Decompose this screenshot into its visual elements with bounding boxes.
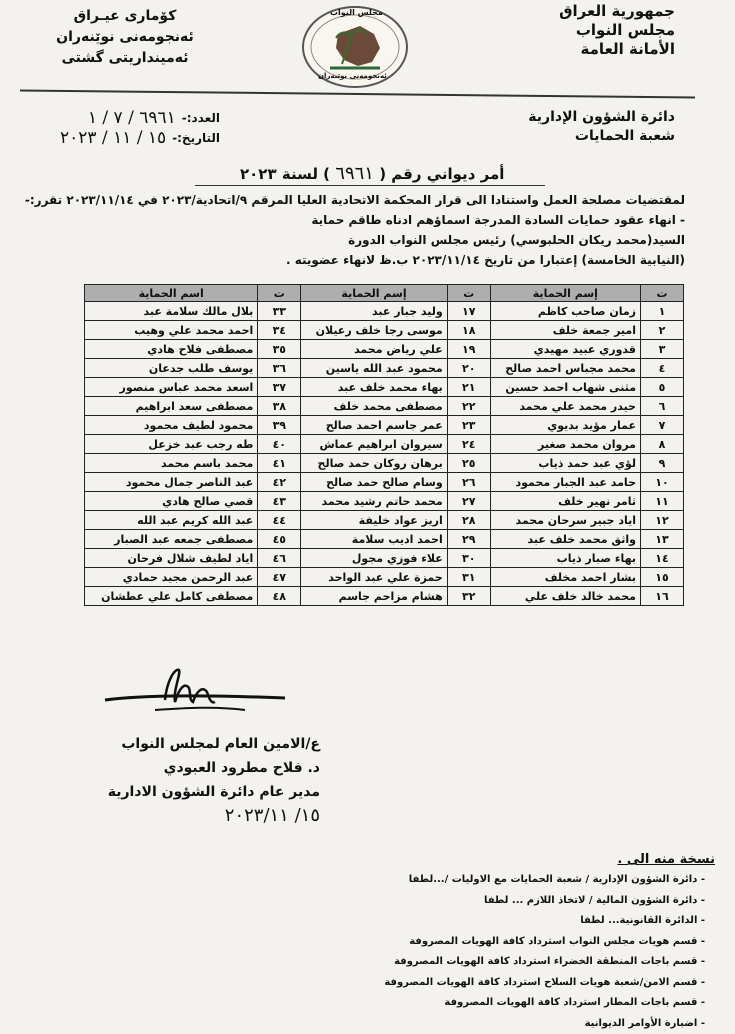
guard-name-cell: حمزة علي عبد الواحد [301, 568, 447, 587]
header-right-line1: جمهورية العراق [559, 2, 675, 21]
signature-date: ١٥/ ٢٠٢٣/١١ [40, 804, 320, 828]
header-divider [20, 89, 695, 98]
order-title [240, 163, 504, 184]
col-name-1: إسم الحماية [490, 285, 640, 302]
header-left [40, 6, 210, 69]
guard-name-cell: عمار مؤيد بديوي [490, 416, 640, 435]
copy-item: - اضبارة الأوامر الديوانية [285, 1014, 705, 1034]
guard-name-cell: عبد الرحمن مجيد حمادي [85, 568, 258, 587]
guard-name-cell: علاء فوزي مجول [301, 549, 447, 568]
guard-name-cell: اريز عواد خليفة [301, 511, 447, 530]
copy-item: - دائرة الشؤون المالية / لاتخاذ اللازم ... لطفا [285, 891, 705, 912]
header-left-line2: ئەنجومەنی نوێنەران [40, 27, 210, 48]
col-num-2: ت [447, 285, 490, 302]
reference-block [60, 108, 220, 148]
row-number-cell: ٣٢ [447, 587, 490, 606]
guard-name-cell: محمود لطيف محمود [85, 416, 258, 435]
row-number-cell: ٣٤ [258, 321, 301, 340]
row-number-cell: ٢١ [447, 378, 490, 397]
row-number-cell: ١٤ [641, 549, 684, 568]
department-line2: شعبة الحمايات [528, 127, 675, 146]
header-left-line1: كۆماری عيـراق [40, 6, 210, 27]
header-left-line3: ئەمینداریتی گشتی [40, 48, 210, 69]
date-value: ١٥ / ١١ / ٢٠٢٣ [60, 128, 166, 148]
guard-name-cell: عبد الناصر جمال محمود [85, 473, 258, 492]
guard-name-cell: وسام صالح حمد صالح [301, 473, 447, 492]
table-row [85, 530, 684, 549]
logo-top-text: مجلس النواب [330, 8, 383, 17]
guard-name-cell: محمد خالد خلف علي [490, 587, 640, 606]
department-line1: دائرة الشؤون الإدارية [528, 108, 675, 127]
guards-table [84, 284, 684, 606]
department-block [528, 108, 675, 146]
row-number-cell: ١٥ [641, 568, 684, 587]
guard-name-cell: طه رجب عبد خزعل [85, 435, 258, 454]
row-number-cell: ٤٢ [258, 473, 301, 492]
row-number-cell: ٢ [641, 321, 684, 340]
table-row [85, 397, 684, 416]
row-number-cell: ١٠ [641, 473, 684, 492]
guard-name-cell: مصطفى كامل علي عطشان [85, 587, 258, 606]
guard-name-cell: ثامر نهير خلف [490, 492, 640, 511]
copy-item: - قسم هويات مجلس النواب استرداد كافة الهويات المصروفة [285, 932, 705, 953]
row-number-cell: ٢٧ [447, 492, 490, 511]
guard-name-cell: اياد جبير سرحان محمد [490, 511, 640, 530]
row-number-cell: ٢٦ [447, 473, 490, 492]
row-number-cell: ١٧ [447, 302, 490, 321]
order-title-before: أمر ديواني رقم ( [379, 165, 504, 183]
number-label: العدد:- [182, 108, 220, 128]
row-number-cell: ١ [641, 302, 684, 321]
row-number-cell: ٢٥ [447, 454, 490, 473]
guard-name-cell: مصطفى محمد خلف [301, 397, 447, 416]
table-row [85, 416, 684, 435]
date-label: التاريخ:- [172, 128, 220, 148]
row-number-cell: ٢٢ [447, 397, 490, 416]
order-title-after: ) لسنة ٢٠٢٣ [240, 165, 330, 183]
row-number-cell: ٣٣ [258, 302, 301, 321]
row-number-cell: ١٢ [641, 511, 684, 530]
row-number-cell: ٤٦ [258, 549, 301, 568]
guard-name-cell: امير جمعة خلف [490, 321, 640, 340]
guard-name-cell: حيدر محمد علي محمد [490, 397, 640, 416]
row-number-cell: ٩ [641, 454, 684, 473]
guard-name-cell: وليد جبار عبد [301, 302, 447, 321]
table-row [85, 454, 684, 473]
row-number-cell: ٣٨ [258, 397, 301, 416]
guard-name-cell: هشام مزاحم جاسم [301, 587, 447, 606]
order-number: ٦٩٦١ [335, 163, 374, 184]
table-row [85, 511, 684, 530]
guard-name-cell: محمد باسم محمد [85, 454, 258, 473]
header-right [559, 2, 675, 59]
row-number-cell: ٢٣ [447, 416, 490, 435]
guard-name-cell: بهاء صبار ذياب [490, 549, 640, 568]
row-number-cell: ٦ [641, 397, 684, 416]
signature-mark [95, 660, 295, 730]
guard-name-cell: عمر جاسم احمد صالح [301, 416, 447, 435]
row-number-cell: ٤١ [258, 454, 301, 473]
guard-name-cell: سيروان ابراهيم عماش [301, 435, 447, 454]
row-number-cell: ٢٩ [447, 530, 490, 549]
row-number-cell: ٤٠ [258, 435, 301, 454]
guard-name-cell: محمد مجباس احمد صالح [490, 359, 640, 378]
guard-name-cell: محمود عبد الله ياسين [301, 359, 447, 378]
guard-name-cell: مصطفى جمعه عبد الصبار [85, 530, 258, 549]
signature-block [40, 732, 320, 828]
table-row [85, 302, 684, 321]
row-number-cell: ٣ [641, 340, 684, 359]
col-num-3: ت [258, 285, 301, 302]
parliament-logo [300, 4, 410, 90]
row-number-cell: ٣٧ [258, 378, 301, 397]
row-number-cell: ٤٧ [258, 568, 301, 587]
title-underline [195, 185, 545, 186]
row-number-cell: ٣٠ [447, 549, 490, 568]
row-number-cell: ٤٤ [258, 511, 301, 530]
guard-name-cell: حامد عبد الجبار محمود [490, 473, 640, 492]
copy-item: - قسم باجات المطار استرداد كافة الهويات المصروفة [285, 993, 705, 1014]
order-body [25, 190, 685, 270]
body-line4: (النيابية الخامسة) إعتبارا من تاريخ ٢٠٢٣/١١/١٤ ب.ظ لانهاء عضويته . [25, 250, 685, 270]
table-row [85, 340, 684, 359]
copies-list [285, 870, 705, 1034]
row-number-cell: ٢٠ [447, 359, 490, 378]
row-number-cell: ٢٨ [447, 511, 490, 530]
guard-name-cell: مثنى شهاب احمد حسين [490, 378, 640, 397]
guard-name-cell: واثق محمد خلف عبد [490, 530, 640, 549]
signature-line2: د. فلاح مطرود العبودي [40, 756, 320, 780]
guard-name-cell: زمان صاحب كاظم [490, 302, 640, 321]
logo-bottom-text: ئەنجومەنی نوێنەران [318, 72, 387, 80]
guard-name-cell: مصطفى سعد ابراهيم [85, 397, 258, 416]
table-row [85, 378, 684, 397]
number-value: ٦٩٦١ / ٧ / ١ [88, 108, 176, 128]
guard-name-cell: قصي صالح هادي [85, 492, 258, 511]
guard-name-cell: عبد الله كريم عبد الله [85, 511, 258, 530]
row-number-cell: ٣٥ [258, 340, 301, 359]
header-right-line2: مجلس النواب [559, 21, 675, 40]
guard-name-cell: احمد محمد علي وهيب [85, 321, 258, 340]
signature-line3: مدير عام دائرة الشؤون الادارية [40, 780, 320, 804]
guard-name-cell: احمد اديب سلامة [301, 530, 447, 549]
copies-heading: نسخة منه الى . [617, 852, 715, 867]
guard-name-cell: محمد حاتم رشيد محمد [301, 492, 447, 511]
row-number-cell: ٧ [641, 416, 684, 435]
row-number-cell: ١٨ [447, 321, 490, 340]
signature-line1: ع/الامين العام لمجلس النواب [40, 732, 320, 756]
row-number-cell: ٣١ [447, 568, 490, 587]
row-number-cell: ١٩ [447, 340, 490, 359]
row-number-cell: ٣٩ [258, 416, 301, 435]
guard-name-cell: اسعد محمد عباس منصور [85, 378, 258, 397]
guard-name-cell: علي رياض محمد [301, 340, 447, 359]
guard-name-cell: بشار احمد مخلف [490, 568, 640, 587]
guard-name-cell: لؤي عبد حمد ذياب [490, 454, 640, 473]
copy-item: - الدائرة القانونية... لطفا [285, 911, 705, 932]
table-header-row [85, 285, 684, 302]
col-num-1: ت [641, 285, 684, 302]
table-row [85, 321, 684, 340]
guard-name-cell: مروان محمد صغير [490, 435, 640, 454]
body-line2: - انهاء عقود حمايات السادة المدرجة اسماؤهم ادناه طاقم حماية [25, 210, 685, 230]
guard-name-cell: بلال مالك سلامة عبد [85, 302, 258, 321]
copy-item: - دائرة الشؤون الإدارية / شعبة الحمايات مع الاوليات /...لطفا [285, 870, 705, 891]
row-number-cell: ٥ [641, 378, 684, 397]
guard-name-cell: يوسف طلب جدعان [85, 359, 258, 378]
row-number-cell: ٤٥ [258, 530, 301, 549]
row-number-cell: ٤٣ [258, 492, 301, 511]
col-name-2: إسم الحماية [301, 285, 447, 302]
row-number-cell: ٣٦ [258, 359, 301, 378]
header-right-line3: الأمانة العامة [559, 40, 675, 59]
guard-name-cell: مصطفى فلاح هادي [85, 340, 258, 359]
body-line1: لمقتضيات مصلحة العمل واستنادا الى قرار المحكمة الاتحادية العليا المرقم ٩/اتحادية/٢٠٢٣ في ٢٠٢٣/١١/١٤ تقرر:- [25, 190, 685, 210]
table-row [85, 359, 684, 378]
table-row [85, 587, 684, 606]
row-number-cell: ٨ [641, 435, 684, 454]
table-row [85, 435, 684, 454]
guard-name-cell: بهاء محمد خلف عبد [301, 378, 447, 397]
guard-name-cell: اياد لطيف شلال فرحان [85, 549, 258, 568]
copy-item: - قسم الامن/شعبة هويات السلاح استرداد كافة الهويات المصروفة [285, 973, 705, 994]
guard-name-cell: موسى رجا خلف رعيلان [301, 321, 447, 340]
body-line3: السيد(محمد ريكان الحلبوسي) رئيس مجلس النواب الدورة [25, 230, 685, 250]
row-number-cell: ١٦ [641, 587, 684, 606]
copy-item: - قسم باجات المنطقة الخضراء استرداد كافة الهويات المصروفة [285, 952, 705, 973]
table-row [85, 473, 684, 492]
row-number-cell: ٢٤ [447, 435, 490, 454]
row-number-cell: ١١ [641, 492, 684, 511]
col-name-3: اسم الحماية [85, 285, 258, 302]
row-number-cell: ٤ [641, 359, 684, 378]
guard-name-cell: قدوري عبيد مهيدي [490, 340, 640, 359]
table-row [85, 549, 684, 568]
row-number-cell: ٤٨ [258, 587, 301, 606]
guard-name-cell: برهان روكان حمد صالح [301, 454, 447, 473]
row-number-cell: ١٣ [641, 530, 684, 549]
table-row [85, 492, 684, 511]
table-row [85, 568, 684, 587]
